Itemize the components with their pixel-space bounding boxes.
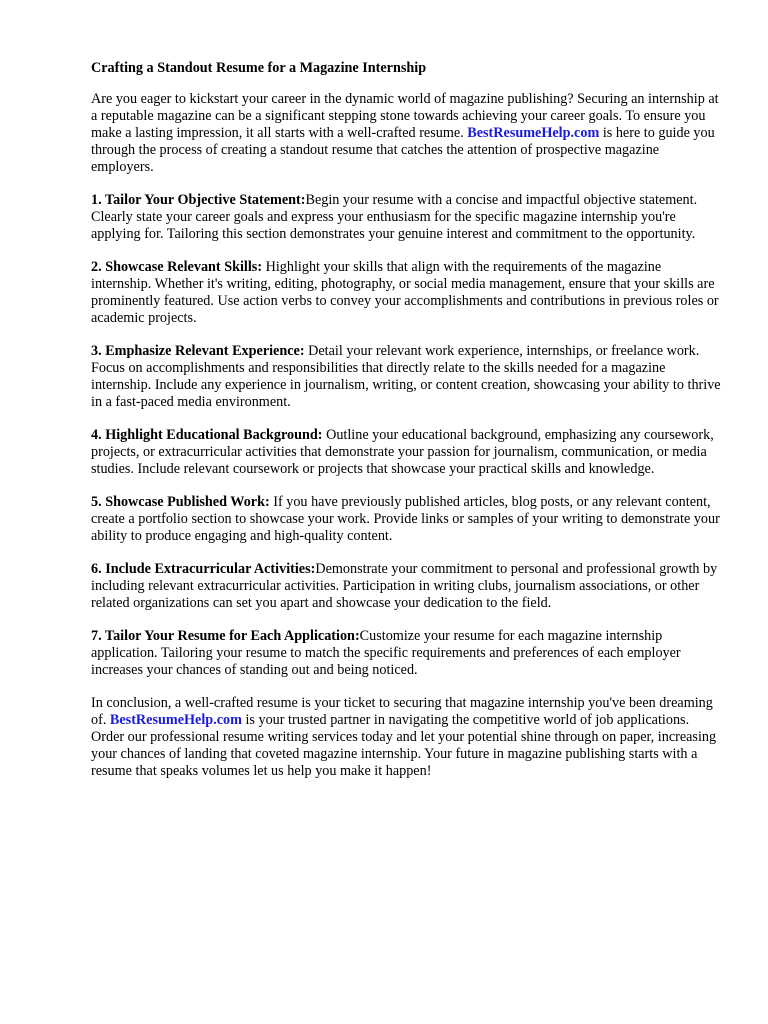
conclusion-text-after: is your trusted partner in navigating the competitive world of job applications. Order our professional resume writing services today and let your potential shine through on paper, increasing your chances of landing that coveted magazine internship. Your future in magazine publishing starts with a resume that speaks volumes let us help you make it happen! xyxy=(91,712,717,779)
section-4-body: Outline your educational background, emphasizing any coursework, projects, or extracurricular activities that demonstrate your passion for journalism, communication, or media studies. Include relevant coursework or projects that showcase your practical skills and knowledge. xyxy=(91,427,714,477)
section-6-heading: 6. Include Extracurricular Activities: xyxy=(91,561,316,577)
section-1 xyxy=(91,192,723,243)
intro-text-after: is here to guide you through the process of creating a standout resume that catches the attention of prospective magazine employers. xyxy=(91,125,715,175)
intro-text: Are you eager to kickstart your career in the dynamic world of magazine publishing? Securing an internship at a reputable magazine can be a significant stepping stone towards achieving your career goals. To ensure you make a lasting impression, it all starts with a well-crafted resume. xyxy=(91,91,719,141)
section-3 xyxy=(91,343,723,411)
conclusion-text: In conclusion, a well-crafted resume is your ticket to securing that magazine internship you've been dreaming of. xyxy=(91,695,713,728)
section-1-heading: 1. Tailor Your Objective Statement: xyxy=(91,192,306,208)
conclusion-paragraph xyxy=(91,695,723,780)
section-2-heading: 2. Showcase Relevant Skills: xyxy=(91,259,263,275)
section-3-body: Detail your relevant work experience, internships, or freelance work. Focus on accomplishments and responsibilities that directly relate to the skills needed for a magazine internship. Include any experience in journalism, writing, or content creation, showcasing your ability to thrive in a fast-paced media environment. xyxy=(91,343,721,410)
document-content xyxy=(91,60,723,796)
section-2 xyxy=(91,259,723,327)
section-4 xyxy=(91,427,723,478)
section-3-heading: 3. Emphasize Relevant Experience: xyxy=(91,343,305,359)
section-7-body: Customize your resume for each magazine internship application. Tailoring your resume to match the specific requirements and preferences of each employer increases your chances of standing out and being noticed. xyxy=(91,628,681,678)
section-2-body: Highlight your skills that align with the requirements of the magazine internship. Whether it's writing, editing, photography, or social media management, ensure that your skills are prominently featured. Use action verbs to convey your accomplishments and contributions in previous roles or academic projects. xyxy=(91,259,719,326)
conclusion-link[interactable]: BestResumeHelp.com xyxy=(109,712,242,728)
section-6-body: Demonstrate your commitment to personal and professional growth by including relevant extracurricular activities. Participation in writing clubs, journalism associations, or other related organizations can set you apart and showcase your dedication to the field. xyxy=(91,561,718,611)
section-6 xyxy=(91,561,723,612)
section-5-body: If you have previously published articles, blog posts, or any relevant content, create a portfolio section to showcase your work. Provide links or samples of your writing to demonstrate your ability to produce engaging and high-quality content. xyxy=(91,494,720,544)
intro-link[interactable]: BestResumeHelp.com xyxy=(467,125,600,141)
document-title: Crafting a Standout Resume for a Magazine Internship xyxy=(91,60,427,76)
section-7 xyxy=(91,628,723,679)
intro-paragraph xyxy=(91,91,723,176)
section-1-body: Begin your resume with a concise and impactful objective statement. Clearly state your career goals and express your enthusiasm for the specific magazine internship you're applying for. Tailoring this section demonstrates your genuine interest and commitment to the opportunity. xyxy=(91,192,698,242)
section-5 xyxy=(91,494,723,545)
section-4-heading: 4. Highlight Educational Background: xyxy=(91,427,323,443)
section-7-heading: 7. Tailor Your Resume for Each Application: xyxy=(91,628,360,644)
section-5-heading: 5. Showcase Published Work: xyxy=(91,494,270,510)
